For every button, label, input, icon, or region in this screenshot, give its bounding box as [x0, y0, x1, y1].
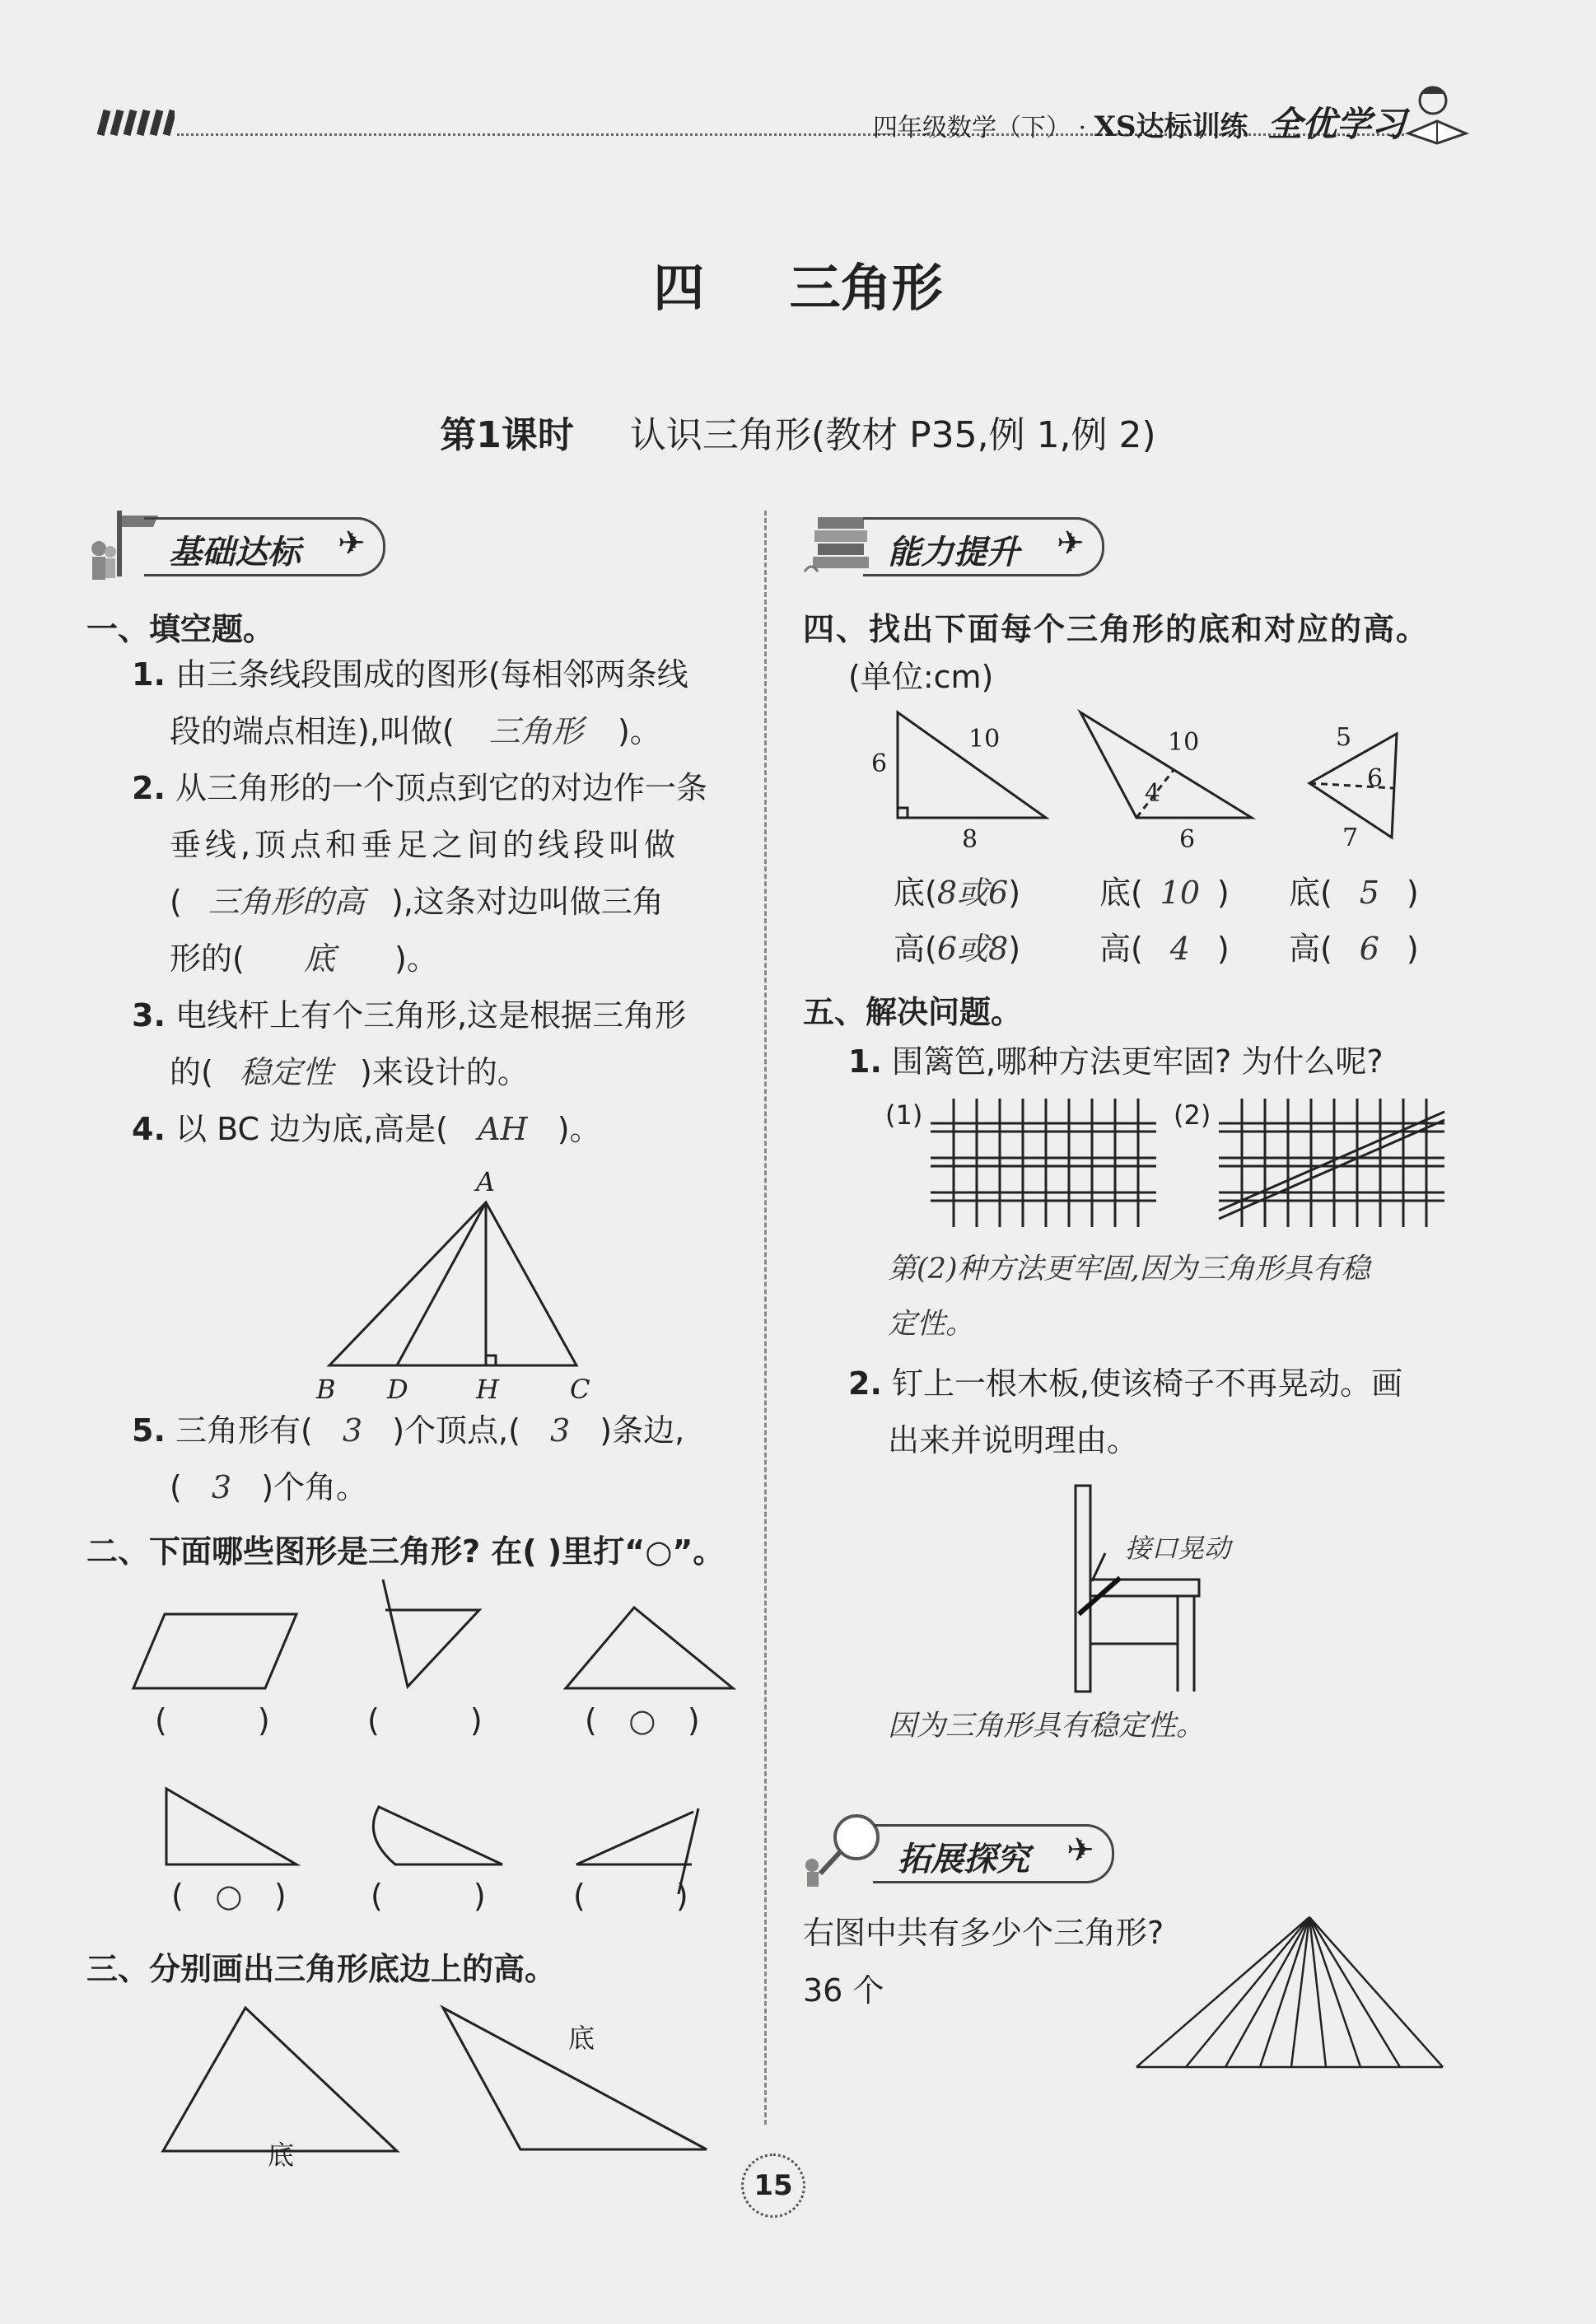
q1-item3-text-b: 的(	[170, 1054, 213, 1090]
svg-text:4: 4	[1145, 779, 1161, 808]
q1-item3-line2	[170, 1054, 529, 1092]
basic-section-title: 基础达标	[169, 534, 301, 572]
svg-text:8: 8	[962, 825, 978, 854]
fence-2-label: (2)	[1174, 1099, 1211, 1131]
q2-paren-2: ( )	[367, 1702, 483, 1738]
chapter-name: 三角形	[789, 258, 943, 318]
q2-paren-4: ( ○ )	[171, 1878, 287, 1914]
label-c: C	[570, 1374, 590, 1400]
q2-paren-5: ( )	[371, 1878, 486, 1914]
q4-ans3-base: 底( 5 )	[1289, 875, 1419, 911]
q2-heading: 二、下面哪些图形是三角形? 在( )里打“○”。	[86, 1533, 725, 1570]
brand-logo-text: 全优学习	[1267, 104, 1407, 144]
q4-ans2-height: 高( 4 )	[1099, 931, 1230, 967]
fence-1-label: (1)	[885, 1099, 923, 1131]
q3-triangles	[148, 1993, 725, 2174]
chapter-title	[0, 247, 1596, 320]
segment-ad	[397, 1202, 486, 1365]
q3-triangle-1	[163, 2008, 397, 2151]
q1-item2-text-a: 从三角形的一个顶点到它的对边作一条	[175, 770, 707, 806]
svg-text:6: 6	[1179, 825, 1196, 854]
diagonal-brace	[1219, 1112, 1444, 1211]
q4-heading: 四、找出下面每个三角形的底和对应的高。	[803, 611, 1430, 647]
svg-text:6: 6	[871, 749, 888, 778]
q2-paren-6: ( )	[573, 1878, 688, 1914]
shape-triangle	[566, 1608, 733, 1688]
svg-text:10: 10	[968, 725, 1001, 754]
ability-section-badge	[863, 517, 1104, 576]
fence-2-figure	[1211, 1095, 1449, 1231]
q1-item5-open: (	[170, 1469, 182, 1505]
q5-item1-answer-line1: 第(2)种方法更牢固,因为三角形具有稳	[888, 1253, 1370, 1286]
q4-unit: (单位:cm)	[848, 659, 994, 695]
q1-item5-text-d: )个角。	[261, 1469, 368, 1505]
label-d: D	[387, 1374, 408, 1400]
q1-item4-answer: AH	[478, 1111, 528, 1147]
q1-item3-text-a: 电线杆上有个三角形,这是根据三角形	[175, 997, 687, 1034]
q5-heading: 五、解决问题。	[803, 994, 1023, 1030]
q4-answer-2-base: 10	[1160, 875, 1200, 911]
extension-section-title: 拓展探究	[898, 1841, 1029, 1878]
extension-section-badge	[873, 1824, 1114, 1883]
q1-item5-answer2: 3	[550, 1412, 571, 1449]
q4-answer-2-height: 4	[1169, 931, 1190, 967]
q1-item3-line1	[132, 997, 686, 1035]
q1-item5-text-a: 三角形有(	[175, 1412, 313, 1449]
q1-item5-answer1: 3	[342, 1412, 363, 1449]
book-subject: 四年级数学（下）	[873, 114, 1071, 142]
q5-item2-answer: 因为三角形具有稳定性。	[888, 1710, 1206, 1743]
q1-item2-line2: 垂线,顶点和垂足之间的线段叫做	[170, 827, 680, 863]
q1-item5-answer3: 3	[211, 1469, 232, 1505]
plane-icon: ✈	[1066, 1832, 1094, 1869]
chapter-number: 四	[653, 258, 705, 318]
q1-item5-text-b: )个顶点,(	[392, 1412, 520, 1449]
q2-answer-4: ○	[215, 1878, 243, 1914]
shape-parallelogram	[133, 1614, 296, 1688]
plane-icon: ✈	[338, 525, 366, 562]
q1-item5-text-c: )条边,	[600, 1412, 685, 1449]
chair-figure	[1062, 1482, 1227, 1696]
ability-section-title: 能力提升	[888, 534, 1020, 572]
triangle-abc	[329, 1202, 576, 1365]
fence-1-figure	[922, 1095, 1161, 1231]
svg-text:5: 5	[1336, 723, 1352, 752]
q1-item3-text-c: )来设计的。	[360, 1054, 529, 1090]
label-h: H	[476, 1374, 499, 1400]
q4-ans1-height: 高(6或8)	[894, 931, 1021, 967]
q4-answer-3-height: 6	[1359, 931, 1379, 967]
q6-text: 右图中共有多少个三角形?	[803, 1915, 1164, 1951]
q1-item2-open: (	[170, 884, 182, 920]
q1-item2-line1	[132, 770, 707, 808]
page-number-badge	[741, 2154, 805, 2218]
svg-text:10: 10	[1168, 728, 1200, 757]
q2-answer-3: ○	[628, 1702, 656, 1738]
fan-triangles-figure	[1128, 1911, 1449, 2075]
q2-paren-1: ( )	[155, 1702, 270, 1738]
q1-item2-text-c: ),这条对边叫做三角	[391, 884, 664, 920]
q1-item1-number: 1.	[132, 656, 166, 693]
svg-text:7: 7	[1342, 824, 1359, 852]
q5-item2-text-a: 钉上一根木板,使该椅子不再晃动。画	[891, 1365, 1403, 1402]
q5-item1-answer-line2: 定性。	[888, 1308, 975, 1341]
plane-icon: ✈	[1057, 525, 1085, 562]
q4-answer-3-base: 5	[1359, 875, 1379, 911]
q4-triangles	[865, 704, 1425, 861]
extension-section-icon	[799, 1808, 881, 1890]
q1-item2-answer2: 底	[303, 940, 335, 977]
q1-item1-text-c: )。	[617, 713, 661, 749]
header-title	[873, 97, 1406, 147]
q1-item2-text-e: )。	[394, 940, 438, 977]
q4-rotated-triangle	[1309, 734, 1397, 838]
q5-item1-number: 1.	[848, 1043, 882, 1080]
q1-item2-line4	[170, 940, 438, 978]
q3-label-base-1: 底	[268, 2140, 295, 2171]
q4-ans1-base: 底(8或6)	[894, 875, 1021, 911]
lesson-title	[0, 405, 1596, 458]
q4-ans3-height: 高( 6 )	[1289, 931, 1419, 967]
shape-gap-triangle	[576, 1812, 693, 1864]
q1-item3-answer: 稳定性	[239, 1054, 334, 1090]
q5-item2-line2: 出来并说明理由。	[888, 1422, 1139, 1458]
lesson-name: 认识三角形(教材 P35,例 1,例 2)	[629, 414, 1156, 456]
header-separator: ·	[1078, 114, 1087, 142]
q1-item2-text-d: 形的(	[170, 940, 245, 977]
student-reading-icon	[1400, 76, 1474, 150]
lesson-number: 第1课时	[440, 414, 574, 456]
q1-item4-line	[132, 1111, 601, 1149]
q3-heading: 三、分别画出三角形底边上的高。	[86, 1951, 557, 1987]
q4-answer-1-height: 6或8	[936, 931, 1009, 967]
shape-open-triangle	[383, 1580, 479, 1687]
triangle-abc-figure	[305, 1161, 609, 1400]
q1-heading: 一、填空题。	[86, 611, 275, 647]
q5-item1-text: 围篱笆,哪种方法更牢固? 为什么呢?	[891, 1043, 1384, 1080]
q1-item1-text-b: 段的端点相连),叫做(	[170, 713, 455, 749]
q4-obtuse-triangle	[1080, 712, 1252, 818]
q4-ans2-base: 底( 10 )	[1099, 875, 1230, 911]
basic-section-badge	[144, 517, 385, 576]
q1-item4-text-b: )。	[557, 1111, 601, 1147]
q5-item1-line	[848, 1043, 1383, 1081]
chair-note: 接口晃动	[1125, 1533, 1231, 1564]
header-stripes	[92, 107, 175, 142]
series-name: XS达标训练	[1094, 110, 1248, 143]
q5-item2-line1	[848, 1365, 1402, 1403]
q5-item2-number: 2.	[848, 1365, 882, 1402]
q1-item5-line1	[132, 1412, 684, 1450]
q1-item5-number: 5.	[132, 1412, 166, 1449]
q1-item1-answer: 三角形	[488, 713, 583, 749]
q1-item3-number: 3.	[132, 997, 166, 1034]
q1-item4-text-a: 以 BC 边为底,高是(	[175, 1111, 448, 1147]
label-b: B	[316, 1374, 336, 1400]
q1-item4-number: 4.	[132, 1111, 166, 1147]
q4-answer-1-base: 8或6	[936, 875, 1009, 911]
svg-text:6: 6	[1367, 764, 1384, 793]
q1-item5-line2	[170, 1469, 367, 1507]
q1-item1-text-a: 由三条线段围成的图形(每相邻两条线	[175, 656, 688, 693]
page-number: 15	[754, 2169, 793, 2202]
q6-answer: 36 个	[803, 1972, 884, 2009]
q1-item2-answer1: 三角形的高	[208, 884, 365, 920]
q1-item2-number: 2.	[132, 770, 166, 806]
right-angle-mark	[486, 1356, 496, 1365]
q3-label-base-2: 底	[568, 2023, 595, 2054]
shape-curved-triangle	[373, 1807, 502, 1864]
column-divider	[764, 511, 767, 2125]
q1-item1-line2	[170, 713, 661, 751]
q1-item2-line3	[170, 884, 664, 922]
q1-item1-line1	[132, 656, 688, 694]
stripe-decoration	[92, 107, 175, 138]
shape-right-triangle	[166, 1789, 296, 1864]
label-a: A	[476, 1166, 496, 1197]
q2-paren-3: ( ○ )	[585, 1702, 700, 1738]
